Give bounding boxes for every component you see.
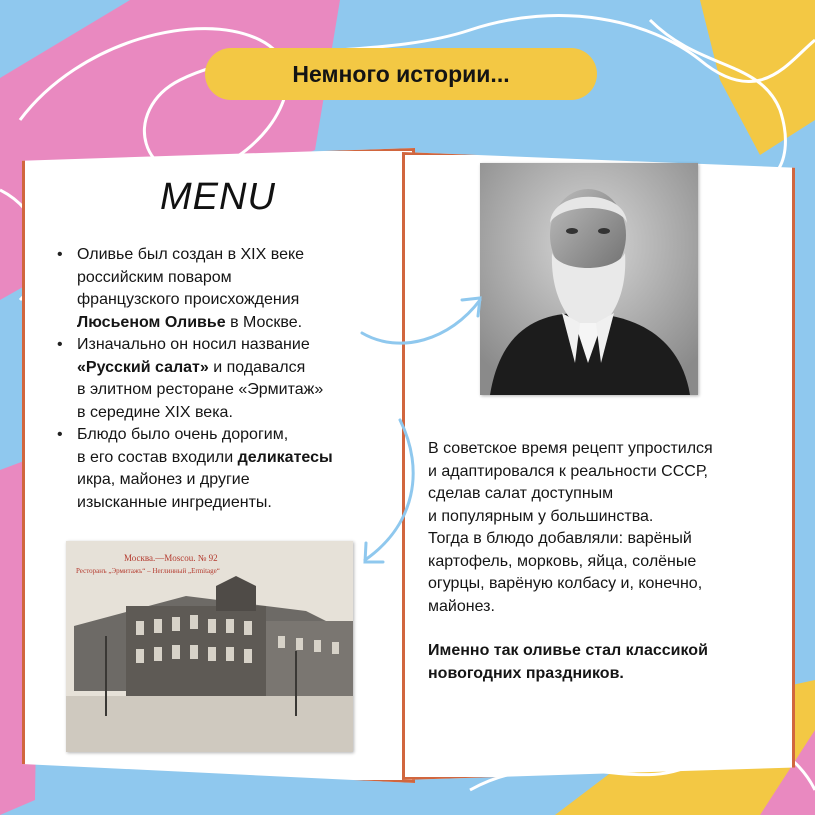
bullet-line	[77, 334, 385, 357]
bullet-item	[55, 334, 385, 424]
title-banner	[205, 48, 597, 100]
paragraph-line: сделав салат доступным	[428, 485, 614, 502]
text-segment: Блюдо было очень дорогим,	[77, 426, 289, 443]
conclusion-line: Именно так оливье стал классикой	[428, 642, 708, 659]
bullet-line	[77, 244, 385, 267]
bullet-line	[77, 267, 385, 290]
chef-portrait-photo	[480, 163, 698, 395]
bullet-line	[77, 469, 385, 492]
bullet-line	[77, 289, 385, 312]
text-segment: французского происхождения	[77, 291, 300, 308]
paragraph-line: Тогда в блюдо добавляли: варёный	[428, 530, 692, 547]
postcard-caption-1: Москва.—Moscou. № 92	[124, 553, 218, 563]
conclusion-line: новогодних праздников.	[428, 664, 624, 682]
paragraph-line: и адаптировался к реальности СССР,	[428, 462, 708, 480]
bullet-line	[77, 424, 385, 447]
bullet-line	[77, 312, 385, 335]
soviet-era-text	[428, 438, 778, 685]
history-bullet-list	[55, 244, 385, 514]
text-segment: изысканные ингредиенты.	[77, 493, 272, 511]
text-segment: российским поваром	[77, 268, 232, 286]
conclusion-paragraph	[428, 640, 778, 685]
paragraph-line: огурцы, варёную колбасу и, конечно,	[428, 575, 703, 592]
yellow-shape	[700, 0, 815, 155]
postcard-caption-2: Ресторанъ „Эрмитажъ“ – Неглинный „Ermitage“	[76, 567, 220, 575]
paragraph-line: В советское время рецепт упростился	[428, 440, 713, 457]
text-segment: в середине XIX века.	[77, 403, 233, 421]
soviet-era-paragraph	[428, 438, 778, 618]
bullet-line	[77, 357, 385, 380]
bullet-line	[77, 492, 385, 515]
bullet-item	[55, 424, 385, 514]
text-segment: Изначально он носил название	[77, 336, 310, 353]
bold-text: деликатесы	[237, 448, 333, 466]
text-segment: в Москве.	[225, 313, 303, 331]
text-segment: в элитном ресторане «Эрмитаж»	[77, 381, 324, 398]
paragraph-line: и популярным у большинства.	[428, 507, 654, 525]
bullet-line	[77, 379, 385, 402]
bold-text: «Русский салат»	[77, 358, 209, 376]
text-segment: Оливье был создан в XIX веке	[77, 246, 305, 263]
menu-title: MENU	[160, 176, 276, 218]
paragraph-line: майонез.	[428, 597, 495, 615]
text-segment: икра, майонез и другие	[77, 471, 250, 488]
hermitage-restaurant-postcard	[66, 541, 353, 752]
paragraph-line: картофель, морковь, яйца, солёные	[428, 552, 697, 570]
banner-title: Немного истории...	[292, 60, 510, 87]
bullet-item	[55, 244, 385, 334]
bullet-line	[77, 447, 385, 470]
bold-text: Люсьеном Оливье	[77, 313, 226, 331]
bullet-line	[77, 402, 385, 425]
text-segment: и подавался	[208, 358, 306, 376]
text-segment: в его состав входили	[77, 448, 238, 466]
